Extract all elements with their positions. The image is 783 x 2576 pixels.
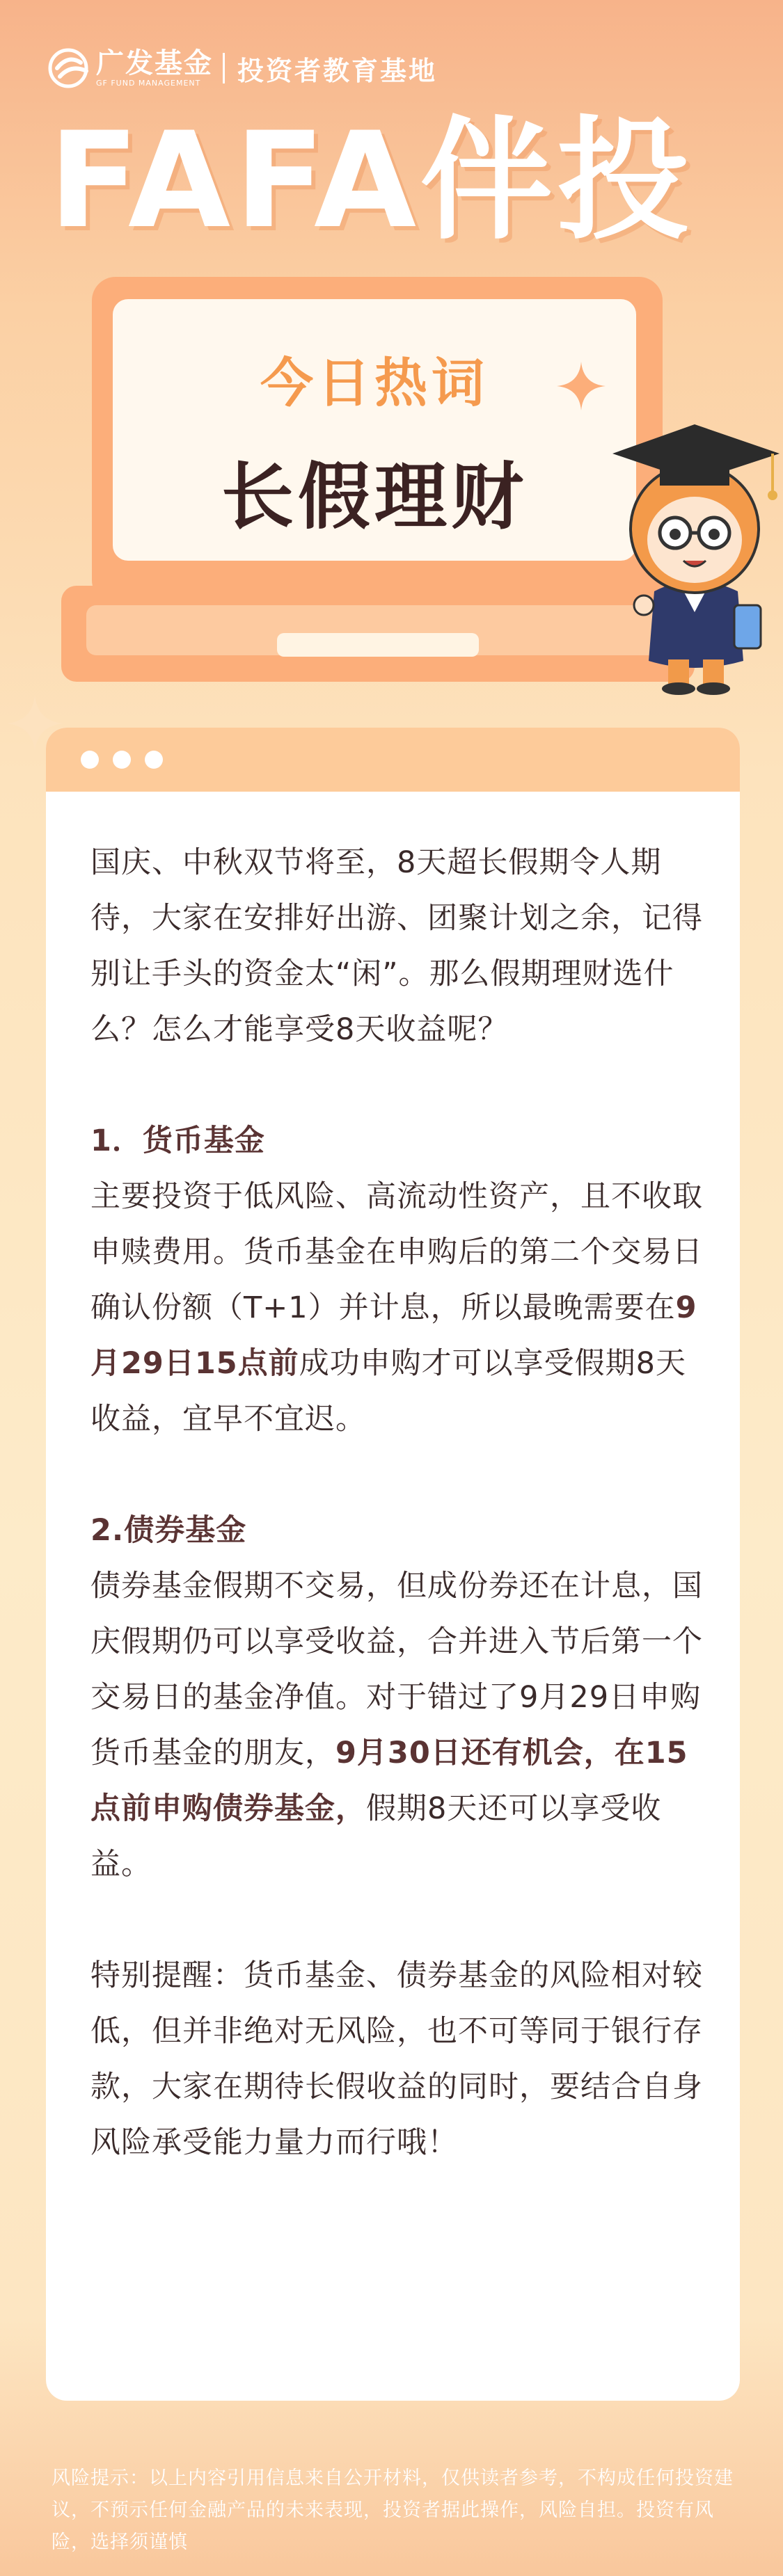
gf-logo-icon <box>47 47 96 89</box>
intro-paragraph: 国庆、中秋双节将至，8天超长假期令人期待，大家在安排好出游、团聚计划之余，记得别让手头的资金太“闲”。那么假期理财选什么？怎么才能享受8天收益呢？ <box>90 845 703 1047</box>
s2-highlight: 9月30日还有机会，在15点前申购债券基金， <box>90 1736 688 1826</box>
s1-highlight: 9月29日15点前 <box>90 1290 697 1381</box>
keyword-term: 长假理财 <box>221 454 528 539</box>
article-card <box>46 728 740 2401</box>
keyword-label: 今日热词 <box>260 352 489 414</box>
brand-cn: 广发基金 <box>96 47 213 79</box>
section-bond-fund-text <box>90 1558 703 1892</box>
laptop-touchpad <box>277 633 479 657</box>
window-dot <box>145 751 163 769</box>
special-reminder: 特别提醒：货币基金、债券基金的风险相对较低，但并非绝对无风险，也不可等同于银行存款，大家在期待长假收益的同时，要结合自身风险承受能力量力而行哦！ <box>90 1958 703 2160</box>
sparkle-icon <box>557 362 606 410</box>
brand-header <box>47 47 437 89</box>
article-body <box>90 835 703 2170</box>
brand-en: GF FUND MANAGEMENT <box>96 79 201 88</box>
window-dot <box>113 751 131 769</box>
window-dot <box>81 751 99 769</box>
s2-text-b: 假期8天还可以享受收益。 <box>90 1791 662 1882</box>
page-title: FAFA伴投 <box>49 104 694 257</box>
risk-disclaimer: 风险提示：以上内容引用信息来自公开材料，仅供读者参考，不构成任何投资建议，不预示任何金融产品的未来表现，投资者据此操作，风险自担。投资有风险，选择须谨慎 <box>52 2467 734 2553</box>
s1-text-a: 主要投资于低风险、高流动性资产，且不收取申赎费用。货币基金在申购后的第二个交易日确认份额（T+1）并计息，所以最晚需要在 <box>90 1179 703 1325</box>
brand-text <box>96 48 213 88</box>
mascot-graduate-icon <box>606 403 783 696</box>
logo-divider <box>223 53 225 83</box>
s2-text-a: 债券基金假期不交易，但成份券还在计息，国庆假期仍可以享受收益，合并进入节后第一个交易日的基金净值。对于错过了9月29日申购货币基金的朋友， <box>90 1569 703 1770</box>
base-name: 投资者教育基地 <box>237 55 438 86</box>
section-title-bond-fund: 2.债券基金 <box>90 1513 247 1548</box>
s1-text-b: 成功申购才可以享受假期8天收益，宜早不宜迟。 <box>90 1346 687 1437</box>
section-title-money-fund: 1．货币基金 <box>90 1123 265 1158</box>
section-money-fund-text <box>90 1169 703 1447</box>
